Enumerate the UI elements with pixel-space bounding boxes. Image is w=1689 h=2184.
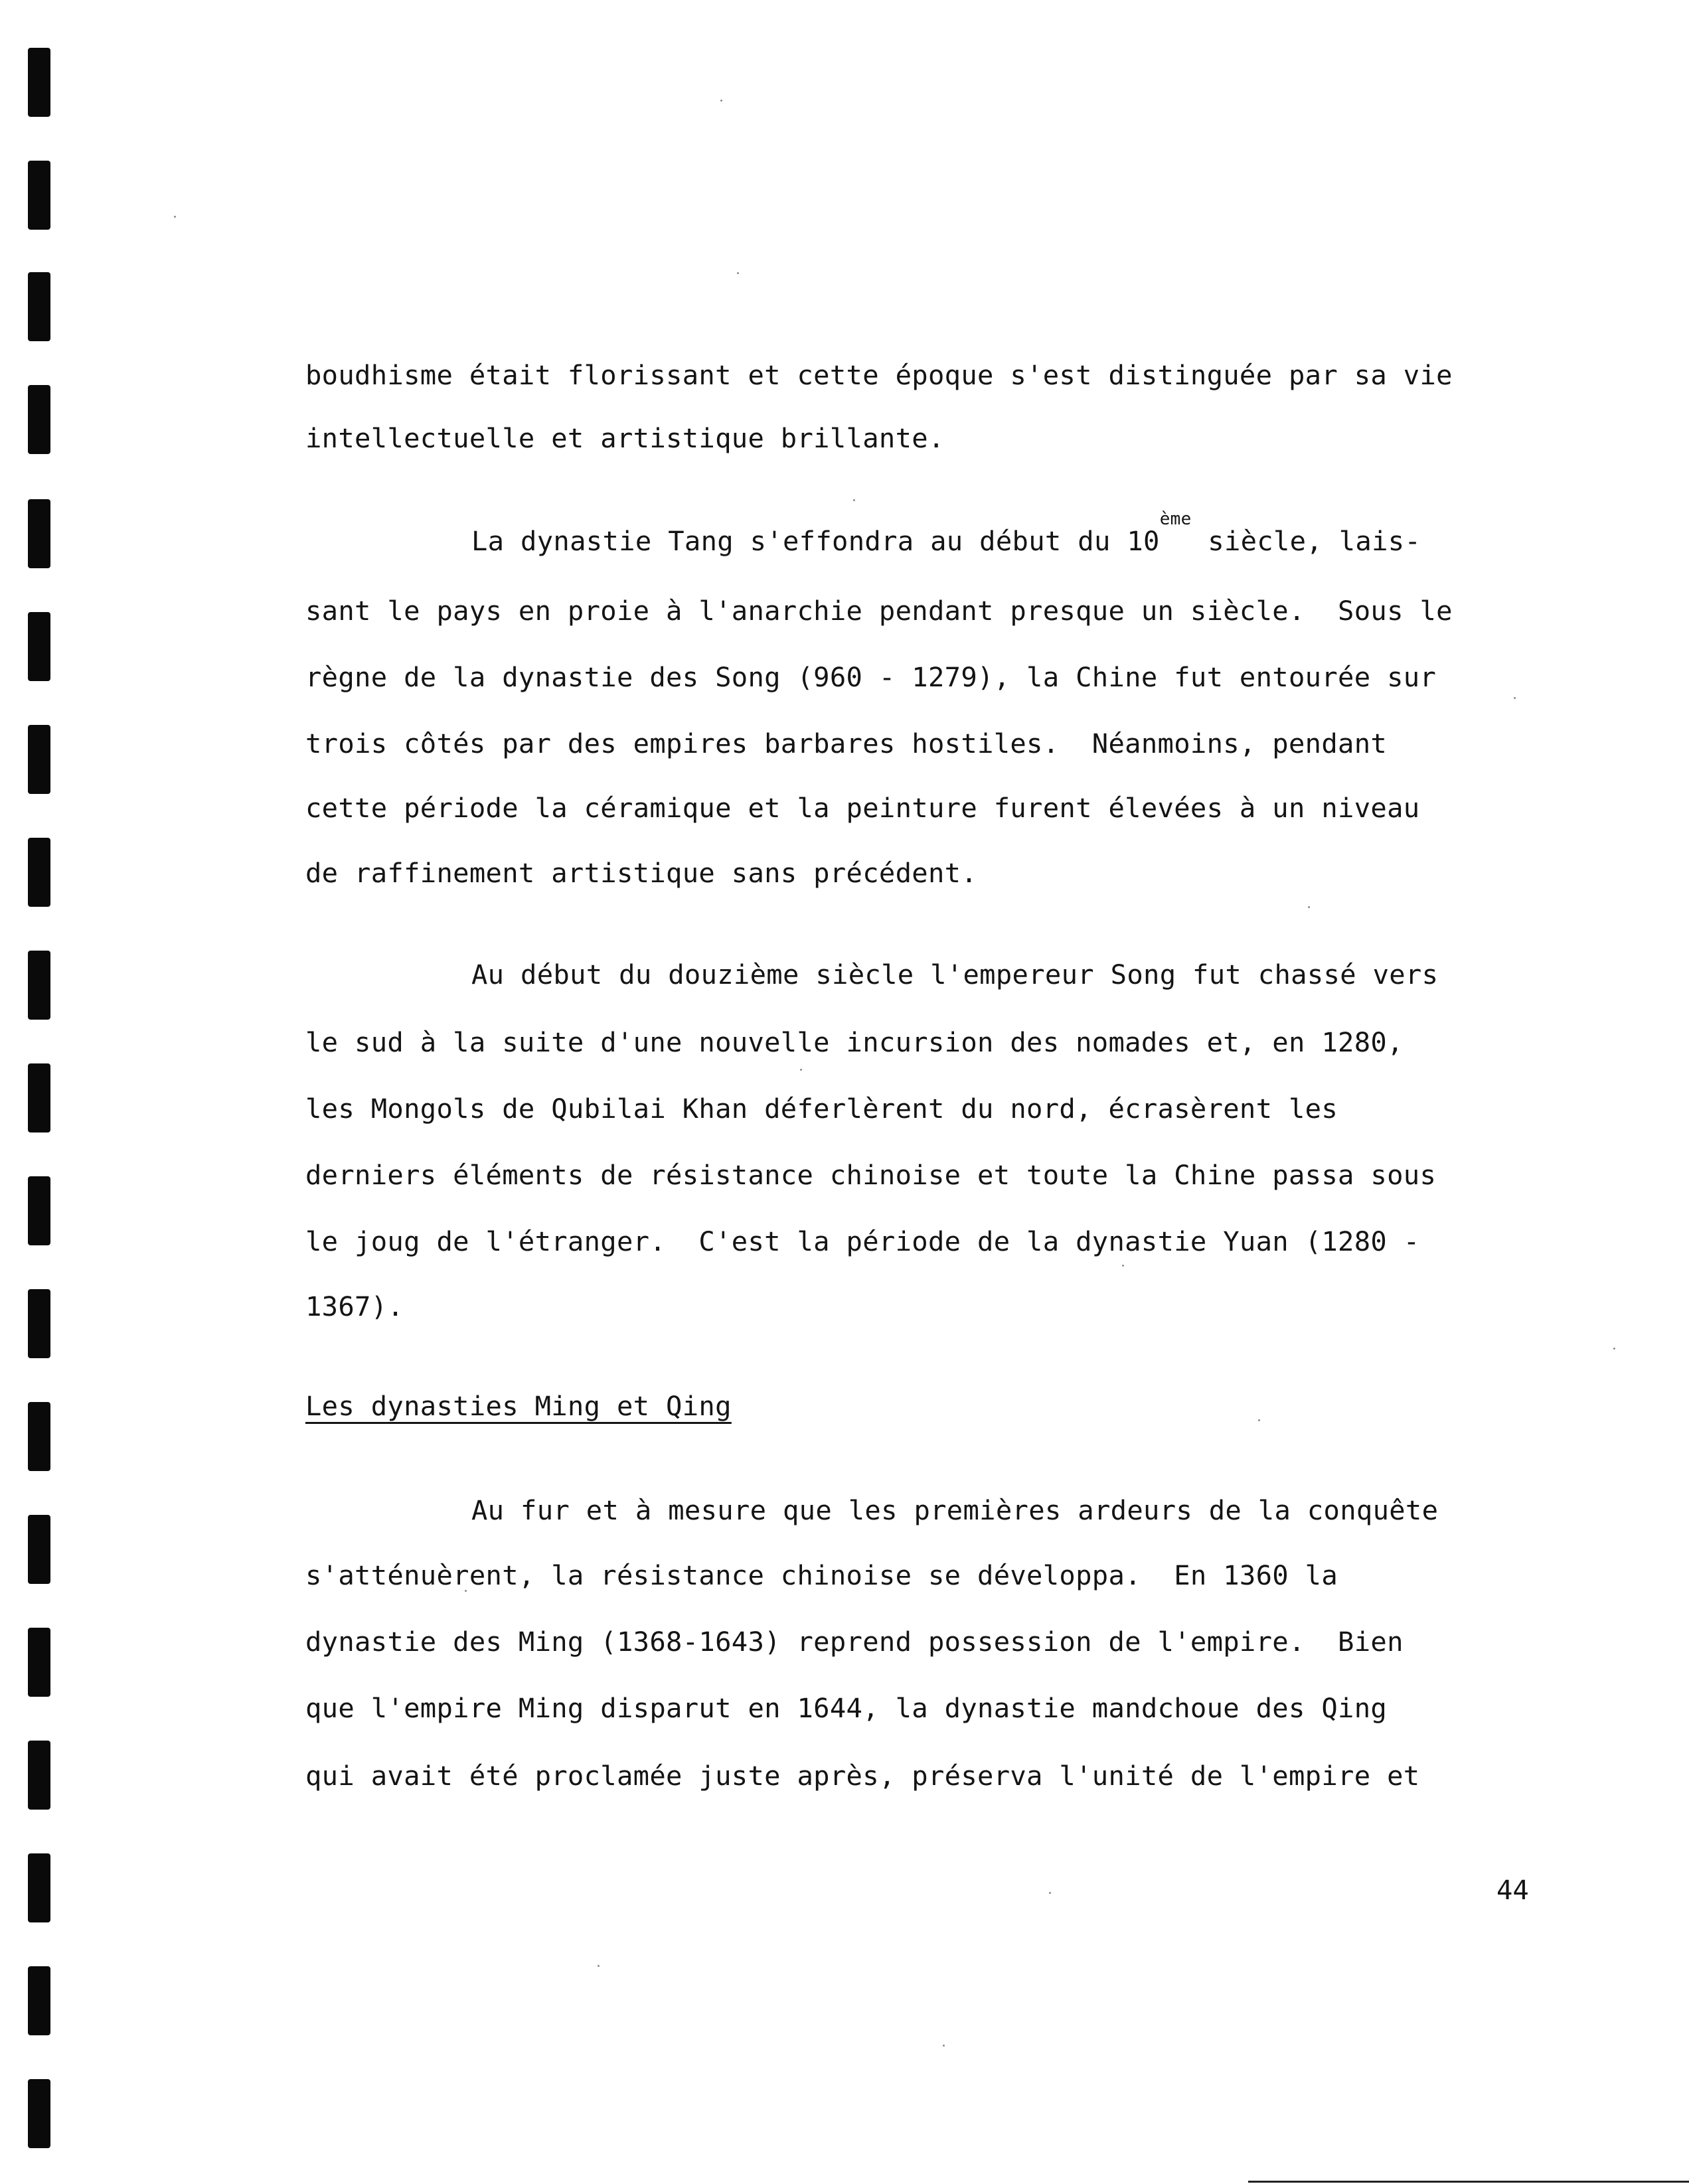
punch-hole	[28, 725, 50, 794]
section-heading: Les dynasties Ming et Qing	[305, 1390, 732, 1422]
paragraph-line: Au début du douzième siècle l'empereur Song fut chassé vers	[471, 959, 1439, 990]
paragraph-line: les Mongols de Qubilai Khan déferlèrent du nord, écrasèrent les	[305, 1093, 1338, 1125]
paragraph-line: 1367).	[305, 1290, 404, 1322]
paragraph-line: qui avait été proclamée juste après, préserva l'unité de l'empire et	[305, 1760, 1420, 1792]
paragraph-line: règne de la dynastie des Song (960 - 1279), la Chine fut entourée sur	[305, 661, 1437, 693]
punch-hole	[28, 385, 50, 454]
punch-hole	[28, 2079, 50, 2148]
paragraph-line	[471, 509, 1421, 558]
text-run: La dynastie Tang s'effondra au début du 10	[471, 525, 1160, 557]
punch-hole	[28, 1176, 50, 1245]
paragraph-line: de raffinement artistique sans précédent.	[305, 857, 978, 889]
punch-hole	[28, 161, 50, 230]
punch-hole	[28, 499, 50, 568]
paragraph-line: intellectuelle et artistique brillante.	[305, 422, 945, 454]
paragraph-line: sant le pays en proie à l'anarchie pendant presque un siècle. Sous le	[305, 595, 1453, 627]
punch-hole	[28, 951, 50, 1020]
punch-hole	[28, 272, 50, 341]
punch-hole	[28, 612, 50, 681]
punch-hole	[28, 1741, 50, 1810]
punch-hole	[28, 1853, 50, 1922]
superscript: ème	[1159, 509, 1192, 529]
punch-hole	[28, 1402, 50, 1471]
paragraph-line: cette période la céramique et la peinture furent élevées à un niveau	[305, 792, 1420, 824]
paragraph-line: le joug de l'étranger. C'est la période de la dynastie Yuan (1280 -	[305, 1225, 1420, 1257]
punch-hole	[28, 1966, 50, 2035]
paragraph-line: derniers éléments de résistance chinoise et toute la Chine passa sous	[305, 1159, 1437, 1191]
paragraph-line: dynastie des Ming (1368-1643) reprend possession de l'empire. Bien	[305, 1626, 1404, 1658]
paragraph-line: que l'empire Ming disparut en 1644, la dynastie mandchoue des Qing	[305, 1692, 1388, 1724]
paragraph-line: Au fur et à mesure que les premières ardeurs de la conquête	[471, 1494, 1439, 1526]
punch-hole	[28, 1289, 50, 1358]
punch-hole	[28, 1515, 50, 1584]
page-number: 44	[1496, 1874, 1529, 1906]
punch-hole	[28, 1628, 50, 1697]
paragraph-line: le sud à la suite d'une nouvelle incursion des nomades et, en 1280,	[305, 1026, 1404, 1058]
punch-hole	[28, 838, 50, 907]
paragraph-line: boudhisme était florissant et cette époque s'est distinguée par sa vie	[305, 359, 1453, 391]
bottom-edge-rule	[1248, 2181, 1689, 2183]
paragraph-line: trois côtés par des empires barbares hostiles. Néanmoins, pendant	[305, 728, 1388, 759]
text-run: siècle, lais-	[1191, 525, 1421, 557]
punch-hole	[28, 48, 50, 117]
paragraph-line: s'atténuèrent, la résistance chinoise se développa. En 1360 la	[305, 1559, 1338, 1591]
punch-hole-strip	[28, 0, 54, 2184]
punch-hole	[28, 1063, 50, 1132]
